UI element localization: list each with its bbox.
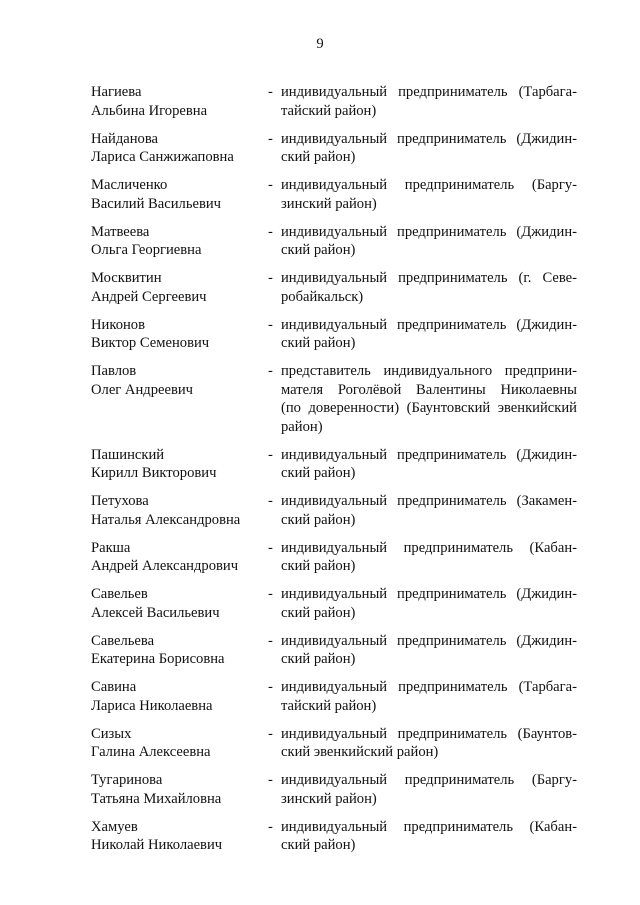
given-names: Екатерина Борисовна xyxy=(91,651,225,667)
surname: Москвитин xyxy=(91,270,162,286)
person-name xyxy=(91,632,261,669)
description-line: индивидуальный предприниматель (Джидин- xyxy=(281,586,577,602)
description-line: ский район) xyxy=(281,558,356,574)
person-name xyxy=(91,446,261,483)
given-names: Ольга Георгиевна xyxy=(91,242,202,258)
surname: Матвеева xyxy=(91,223,150,240)
dash-separator: - xyxy=(268,632,273,649)
description-line: мателя Роголёвой Валентины Николаевны xyxy=(281,381,577,398)
description-line: (по доверенности) (Баунтовский эвенкийский xyxy=(281,400,577,416)
dash-separator: - xyxy=(268,818,273,835)
role-description xyxy=(281,771,577,808)
description-line: ский район) xyxy=(281,511,356,528)
dash-separator: - xyxy=(268,586,273,602)
given-names: Лариса Николаевна xyxy=(91,697,213,714)
dash-separator: - xyxy=(268,223,273,240)
surname: Савина xyxy=(91,679,137,695)
given-names: Николай Николаевич xyxy=(91,837,223,853)
given-names: Олег Андреевич xyxy=(91,381,193,398)
description-line: индивидуальный предприниматель (Баунтов- xyxy=(281,725,577,742)
description-line: индивидуальный предприниматель (Джидин- xyxy=(281,130,577,147)
person-name xyxy=(91,539,261,576)
given-names: Кирилл Викторович xyxy=(91,465,217,481)
role-description xyxy=(281,316,577,353)
given-names: Андрей Сергеевич xyxy=(91,288,207,305)
given-names: Виктор Семенович xyxy=(91,335,210,351)
person-name xyxy=(91,223,261,260)
given-names: Алексей Васильевич xyxy=(91,604,220,621)
person-name xyxy=(91,585,261,622)
description-line: ский район) xyxy=(281,651,356,667)
description-line: индивидуальный предприниматель (Кабан- xyxy=(281,539,577,556)
description-line: район) xyxy=(281,418,323,435)
dash-separator: - xyxy=(268,539,273,556)
description-line: тайский район) xyxy=(281,102,377,119)
given-names: Татьяна Михайловна xyxy=(91,790,222,807)
description-line: индивидуальный предприниматель (Джидин- xyxy=(281,446,577,463)
description-line: ский район) xyxy=(281,242,356,258)
page-number: 9 xyxy=(316,36,324,52)
given-names: Лариса Санжижаповна xyxy=(91,149,234,165)
dash-separator: - xyxy=(268,316,273,333)
surname: Тугаринова xyxy=(91,772,163,788)
role-description xyxy=(281,446,577,483)
description-line: ский район) xyxy=(281,604,356,621)
dash-separator: - xyxy=(268,84,273,100)
description-line: тайский район) xyxy=(281,697,377,714)
dash-separator: - xyxy=(268,177,273,193)
given-names: Альбина Игоревна xyxy=(91,102,208,119)
dash-separator: - xyxy=(268,679,273,695)
role-description xyxy=(281,223,577,260)
surname: Сизых xyxy=(91,725,132,742)
role-description xyxy=(281,130,577,167)
person-name xyxy=(91,492,261,529)
description-line: зинский район) xyxy=(281,790,377,807)
description-line: индивидуальный предприниматель (Джидин- xyxy=(281,316,577,333)
dash-separator: - xyxy=(268,725,273,742)
person-name xyxy=(91,678,261,715)
surname: Пашинский xyxy=(91,446,165,463)
description-line: индивидуальный предприниматель (Баргу- xyxy=(281,772,577,788)
dash-separator: - xyxy=(268,130,273,147)
dash-separator: - xyxy=(268,363,273,379)
role-description xyxy=(281,585,577,622)
role-description xyxy=(281,725,577,762)
description-line: индивидуальный предприниматель (Тарбага- xyxy=(281,84,577,100)
role-description xyxy=(281,176,577,213)
description-line: зинский район) xyxy=(281,195,377,212)
role-description xyxy=(281,539,577,576)
description-line: ский район) xyxy=(281,465,356,481)
description-line: индивидуальный предприниматель (Баргу- xyxy=(281,177,577,193)
description-line: индивидуальный предприниматель (Закамен- xyxy=(281,493,577,509)
description-line: индивидуальный предприниматель (Джидин- xyxy=(281,223,577,240)
description-line: индивидуальный предприниматель (Джидин- xyxy=(281,632,577,649)
given-names: Наталья Александровна xyxy=(91,511,241,528)
role-description xyxy=(281,83,577,120)
role-description xyxy=(281,269,577,306)
description-line: ский район) xyxy=(281,149,356,165)
description-line: индивидуальный предприниматель (Кабан- xyxy=(281,818,577,835)
dash-separator: - xyxy=(268,493,273,509)
description-line: представитель индивидуального предприни- xyxy=(281,363,577,379)
person-name xyxy=(91,818,261,855)
person-name xyxy=(91,269,261,306)
dash-separator: - xyxy=(268,446,273,463)
surname: Масличенко xyxy=(91,177,168,193)
surname: Никонов xyxy=(91,316,145,333)
description-line: ский эвенкийский район) xyxy=(281,744,439,760)
surname: Ракша xyxy=(91,539,131,556)
person-name xyxy=(91,725,261,762)
role-description xyxy=(281,678,577,715)
surname: Хамуев xyxy=(91,818,138,835)
person-name xyxy=(91,83,261,120)
surname: Савельев xyxy=(91,586,148,602)
role-description xyxy=(281,818,577,855)
surname: Петухова xyxy=(91,493,149,509)
given-names: Василий Васильевич xyxy=(91,195,222,212)
person-name xyxy=(91,316,261,353)
role-description xyxy=(281,632,577,669)
surname: Найданова xyxy=(91,130,159,147)
description-line: робайкальск) xyxy=(281,288,364,305)
role-description xyxy=(281,492,577,529)
dash-separator: - xyxy=(268,270,273,286)
surname: Нагиева xyxy=(91,84,142,100)
description-line: ский район) xyxy=(281,335,356,351)
dash-separator: - xyxy=(268,772,273,788)
description-line: ский район) xyxy=(281,837,356,853)
description-line: индивидуальный предприниматель (Тарбага- xyxy=(281,679,577,695)
surname: Савельева xyxy=(91,632,155,649)
role-description xyxy=(281,362,577,436)
person-name xyxy=(91,771,261,808)
person-name xyxy=(91,362,261,399)
given-names: Галина Алексеевна xyxy=(91,744,211,760)
person-name xyxy=(91,176,261,213)
person-name xyxy=(91,130,261,167)
description-line: индивидуальный предприниматель (г. Севе- xyxy=(281,270,577,286)
surname: Павлов xyxy=(91,363,137,379)
given-names: Андрей Александрович xyxy=(91,558,239,574)
